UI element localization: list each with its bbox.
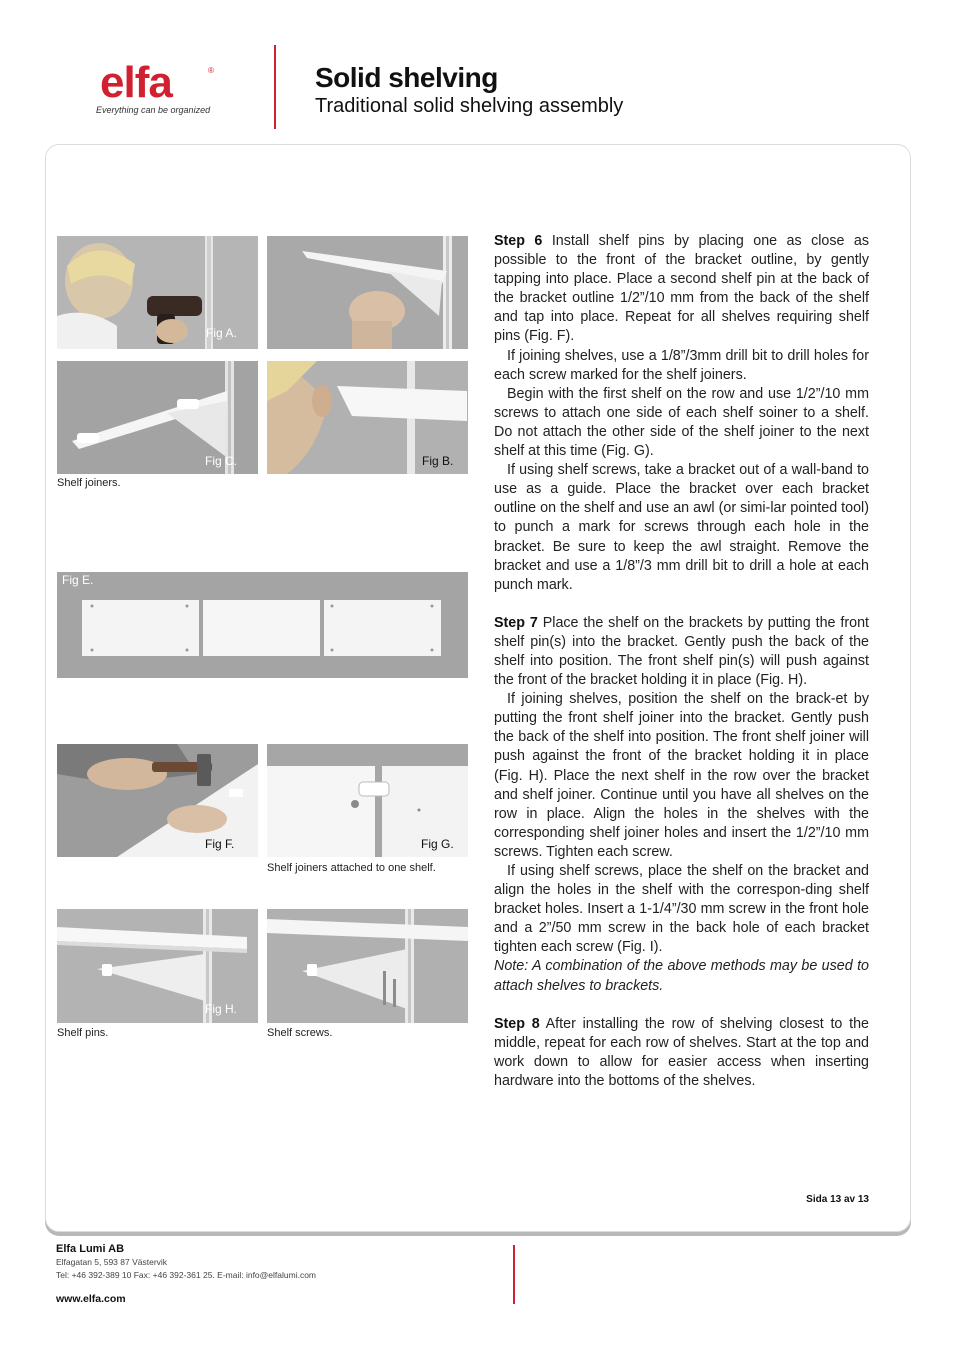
step6-first-shelf-text: Begin with the first shelf on the row and use 1/2”/10 mm screws to attach one side of each shelf soiner to a shelf. Do not attach the other side of the shelf joiner to the next shelf at this time (Fig. G). [494, 385, 869, 460]
step7-screws-text: If using shelf screws, place the shelf on the bracket and align the holes in the shelf with the correspon-ding shelf bracket holes. Insert a 1-1/4”/30 mm screw in the front hole and a 2”/50 mm screw in the back hole of each bracket tighten each screw (Fig. I). [494, 863, 869, 956]
registered-mark: ® [208, 66, 214, 75]
step6-label: Step 6 [494, 233, 543, 249]
footer-company: Elfa Lumi AB [56, 1243, 125, 1255]
step7-note: Note: A combination of the above methods may be used to attach shelves to brackets. [494, 958, 869, 994]
fig-g-label: Fig G. [421, 837, 454, 851]
footer-contact: Tel: +46 392-389 10 Fax: +46 392-361 25. E-mail: info@elfalumi.com [56, 1270, 316, 1280]
caption-shelf-pins: Shelf pins. [57, 1027, 109, 1039]
footer-divider [513, 1245, 515, 1304]
elfa-logo: elfa [100, 58, 172, 107]
step8-paragraph [494, 1015, 869, 1091]
caption-joiners-attached: Shelf joiners attached to one shelf. [267, 862, 436, 874]
fig-e-label: Fig E. [62, 573, 94, 587]
caption-shelf-screws: Shelf screws. [267, 1027, 333, 1039]
step7-label: Step 7 [494, 614, 538, 631]
logo-tagline: Everything can be organized [96, 105, 211, 115]
step7-text: Place the shelf on the brackets by putting the front shelf pin(s) into the bracket. Gently push the back of the shelf into position. The front shelf pin(s) will push against the front of the bracket holding it in place (Fig. H). [494, 614, 869, 689]
photo-shelf-screws [267, 909, 468, 1023]
caption-shelf-joiners: Shelf joiners. [57, 477, 121, 489]
photo-fig-e [57, 572, 468, 678]
fig-h-label: Fig H. [205, 1002, 238, 1016]
page-number: Sida 13 av 13 [806, 1194, 869, 1205]
fig-c-label: Fig C. [205, 454, 238, 468]
step6-screws-text: If using shelf screws, take a bracket out of a wall-band to use as a guide. Place the bracket over each bracket outline on the shelf and use an awl (or simi-lar pointed tool) to punch a mark for screws through each hole in the bracket. Be sure to keep the awl straight. Remove the bracket and use a 1/8”/3 mm drill bit to drill a hole at each punch mark. [494, 462, 869, 593]
step8-label: Step 8 [494, 1015, 540, 1032]
step7-paragraph [494, 614, 869, 690]
page-subtitle: Traditional solid shelving assembly [315, 95, 624, 117]
step6-joining-text: If joining shelves, use a 1/8”/3mm drill bit to drill holes for each screw marked for the shelf joiners. [494, 347, 869, 383]
page-title: Solid shelving [315, 62, 498, 93]
step6-text: Install shelf pins by placing one as close as possible to the front of the bracket outline, by gently tapping into place. Place a second shelf pin at the back of the bracket outline 1/2”/10 mm from the back of the shelf and tap into place. Repeat for all shelves requiring shelf pins (Fig. F). [494, 233, 870, 345]
fig-f-label: Fig F. [205, 837, 235, 851]
step7-joining-text: If joining shelves, position the shelf on the brack-et by putting the front shelf joiner into the bracket. Gently push the back of the shelf into position. The front shelf joiner will push against the front of the bracket holding it in place (Fig. H). Place the next shelf in the row over the bracket and shelf joiner. Continue until you have all shelves on the row in place. Align the holes in the shelves with the corresponding shelf joiner holes and insert the 1/2”/10 mm screws. Tighten each screw. [494, 691, 869, 860]
footer-address: Elfagatan 5, 593 87 Västervik [56, 1257, 168, 1267]
step6-paragraph [494, 232, 869, 347]
header-divider [274, 45, 276, 129]
fig-b-label: Fig B. [422, 454, 454, 468]
instructions-column [494, 232, 869, 1091]
step8-text: After installing the row of shelving closest to the middle, repeat for each row of shelves. Start at the top and work down to allow for easier access when inserting hardware into the bottoms of the shelves. [494, 1015, 870, 1089]
photo-bracket-insert [267, 236, 468, 349]
fig-a-label: Fig A. [206, 326, 237, 340]
footer-website-link[interactable]: www.elfa.com [56, 1293, 126, 1305]
